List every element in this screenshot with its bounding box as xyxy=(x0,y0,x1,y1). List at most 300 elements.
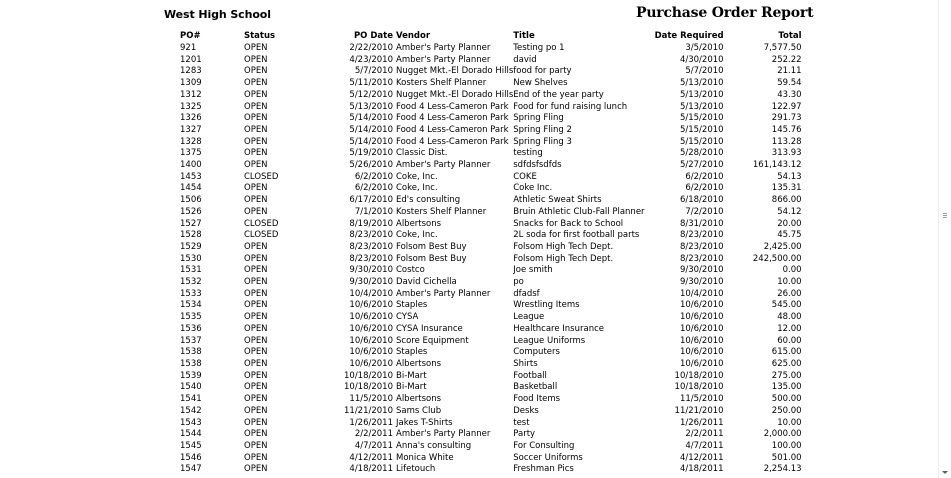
cell-po: 1528 xyxy=(180,230,202,241)
cell-po-date: 8/23/2010 xyxy=(349,253,393,264)
cell-vendor: Amber's Party Planner xyxy=(396,43,491,53)
cell-date-required: 5/13/2010 xyxy=(679,78,724,89)
cell-po: 1535 xyxy=(180,312,202,323)
cell-po: 1544 xyxy=(180,429,202,440)
cell-po: 1547 xyxy=(180,464,202,475)
cell-title: 2L soda for first football parts xyxy=(513,230,640,241)
cell-total: 252.22 xyxy=(771,54,802,65)
cell-po: 1540 xyxy=(180,382,202,393)
cell-date-required: 4/7/2011 xyxy=(685,440,724,451)
cell-vendor: Score Equipment xyxy=(396,335,469,346)
cell-vendor: Kosters Shelf Planner xyxy=(396,206,487,217)
cell-total: 100.00 xyxy=(771,440,802,451)
cell-vendor: Nugget Mkt.-El Dorado Hills xyxy=(396,66,514,77)
cell-date-required: 10/4/2010 xyxy=(679,288,724,299)
table-row xyxy=(180,453,802,465)
cell-status: OPEN xyxy=(244,124,268,135)
cell-vendor: Staples xyxy=(396,347,428,358)
cell-date-required: 11/5/2010 xyxy=(679,394,724,405)
cell-status: OPEN xyxy=(244,54,268,65)
cell-status: OPEN xyxy=(244,265,268,276)
cell-po: 1454 xyxy=(180,183,202,194)
table-header-row xyxy=(180,31,802,43)
cell-status: OPEN xyxy=(244,66,268,77)
cell-title: Party xyxy=(513,429,536,440)
table-row xyxy=(180,324,802,336)
table-row xyxy=(180,394,802,406)
table-row xyxy=(180,183,802,195)
cell-vendor: Jakes T-Shirts xyxy=(396,417,453,428)
table-row xyxy=(180,160,802,172)
cell-date-required: 5/28/2010 xyxy=(679,148,724,159)
cell-total: 275.00 xyxy=(771,370,802,381)
header-po-date: PO Date xyxy=(353,31,393,41)
cell-vendor: Staples xyxy=(396,300,428,311)
cell-po: 1327 xyxy=(180,124,202,135)
cell-total: 161,143.12 xyxy=(752,160,802,171)
table-row xyxy=(180,78,802,90)
cell-date-required: 4/30/2010 xyxy=(679,54,724,65)
cell-status: OPEN xyxy=(244,43,268,53)
table-row xyxy=(180,90,802,102)
table-body xyxy=(180,43,802,476)
cell-vendor: Amber's Party Planner xyxy=(396,54,491,65)
table-row xyxy=(180,137,802,149)
cell-total: 60.00 xyxy=(777,335,802,346)
cell-vendor: David Cichella xyxy=(396,277,457,288)
cell-total: 12.00 xyxy=(777,323,802,334)
cell-title: david xyxy=(513,54,537,65)
cell-title: Spring Fling xyxy=(513,113,564,124)
cell-title: Bruin Athletic Club-Fall Planner xyxy=(513,206,645,217)
cell-po-date: 10/6/2010 xyxy=(349,335,393,346)
cell-date-required: 10/6/2010 xyxy=(679,335,724,346)
scroll-grip-icon[interactable] xyxy=(943,213,947,218)
cell-title: Folsom High Tech Dept. xyxy=(513,253,614,264)
cell-status: OPEN xyxy=(244,253,268,264)
cell-date-required: 1/26/2011 xyxy=(679,417,724,428)
cell-vendor: Folsom Best Buy xyxy=(396,241,467,252)
cell-total: 545.00 xyxy=(771,300,802,311)
cell-title: Spring Fling 2 xyxy=(513,124,572,135)
cell-po-date: 10/6/2010 xyxy=(349,323,393,334)
cell-date-required: 5/27/2010 xyxy=(679,160,724,171)
cell-total: 48.00 xyxy=(777,312,802,323)
cell-po-date: 5/26/2010 xyxy=(349,160,393,171)
report-title: Purchase Order Report xyxy=(636,5,814,21)
cell-po-date: 9/30/2010 xyxy=(349,277,393,288)
cell-status: OPEN xyxy=(244,417,268,428)
cell-po-date: 10/18/2010 xyxy=(344,382,393,393)
table-row xyxy=(180,382,802,394)
cell-po-date: 4/7/2011 xyxy=(354,440,393,451)
cell-status: OPEN xyxy=(244,89,268,100)
cell-po: 1400 xyxy=(180,160,202,171)
cell-vendor: Coke, Inc. xyxy=(396,230,438,241)
cell-status: OPEN xyxy=(244,148,268,159)
cell-po: 1283 xyxy=(180,66,202,77)
cell-total: 113.28 xyxy=(771,136,802,147)
cell-total: 7,577.50 xyxy=(763,43,802,53)
cell-title: po xyxy=(513,277,524,288)
cell-status: OPEN xyxy=(244,405,268,416)
cell-title: Snacks for Back to School xyxy=(513,218,624,229)
table-row xyxy=(180,277,802,289)
cell-date-required: 5/15/2010 xyxy=(679,113,724,124)
cell-status: OPEN xyxy=(244,113,268,124)
table-row xyxy=(180,406,802,418)
cell-vendor: Coke, Inc. xyxy=(396,183,438,194)
cell-po-date: 10/6/2010 xyxy=(349,300,393,311)
cell-title: Shirts xyxy=(513,358,538,369)
cell-title: Football xyxy=(513,370,547,381)
cell-title: End of the year party xyxy=(513,89,604,100)
cell-po-date: 8/19/2010 xyxy=(349,218,393,229)
table-row xyxy=(180,371,802,383)
table-row xyxy=(180,219,802,231)
cell-po-date: 6/2/2010 xyxy=(354,171,393,182)
cell-title: COKE xyxy=(513,171,537,182)
table-row xyxy=(180,195,802,207)
cell-title: Freshman Pics xyxy=(513,464,574,475)
cell-total: 21.11 xyxy=(777,66,802,77)
cell-date-required: 10/6/2010 xyxy=(679,312,724,323)
cell-status: OPEN xyxy=(244,288,268,299)
cell-total: 54.13 xyxy=(777,171,802,182)
cell-po: 1453 xyxy=(180,171,202,182)
header-title: Title xyxy=(513,31,535,41)
cell-date-required: 8/23/2010 xyxy=(679,241,724,252)
cell-date-required: 7/2/2010 xyxy=(685,206,724,217)
cell-date-required: 10/6/2010 xyxy=(679,347,724,358)
cell-po: 1533 xyxy=(180,288,202,299)
cell-po-date: 7/1/2010 xyxy=(354,206,393,217)
table-row xyxy=(180,300,802,312)
scroll-down-arrow-icon[interactable] xyxy=(942,471,948,474)
table-row xyxy=(180,125,802,137)
cell-date-required: 5/7/2010 xyxy=(685,66,724,77)
cell-po: 1546 xyxy=(180,452,202,463)
cell-status: OPEN xyxy=(244,382,268,393)
cell-po: 1328 xyxy=(180,136,202,147)
cell-status: OPEN xyxy=(244,183,268,194)
cell-po-date: 2/2/2011 xyxy=(354,429,393,440)
table-row xyxy=(180,464,802,476)
school-name: West High School xyxy=(164,8,271,21)
cell-vendor: Nugget Mkt.-El Dorado Hills xyxy=(396,89,514,100)
cell-po: 1536 xyxy=(180,323,202,334)
cell-total: 313.93 xyxy=(771,148,802,159)
cell-po-date: 6/17/2010 xyxy=(349,195,393,206)
cell-status: OPEN xyxy=(244,370,268,381)
cell-total: 0.00 xyxy=(782,265,802,276)
cell-total: 122.97 xyxy=(771,101,802,112)
cell-title: Soccer Uniforms xyxy=(513,452,583,463)
table-row xyxy=(180,336,802,348)
cell-vendor: Classic Dist. xyxy=(396,148,448,159)
cell-status: OPEN xyxy=(244,394,268,405)
cell-po: 1325 xyxy=(180,101,202,112)
cell-date-required: 2/2/2011 xyxy=(685,429,724,440)
table-row xyxy=(180,43,802,55)
cell-total: 500.00 xyxy=(771,394,802,405)
cell-po: 1532 xyxy=(180,277,202,288)
cell-po: 1538 xyxy=(180,358,202,369)
cell-status: OPEN xyxy=(244,452,268,463)
cell-date-required: 10/6/2010 xyxy=(679,358,724,369)
cell-po-date: 8/23/2010 xyxy=(349,241,393,252)
cell-status: CLOSED xyxy=(244,171,279,182)
cell-po-date: 4/12/2011 xyxy=(349,452,393,463)
header-status: Status xyxy=(244,31,276,41)
cell-total: 145.76 xyxy=(771,124,802,135)
cell-status: OPEN xyxy=(244,312,268,323)
cell-po: 1326 xyxy=(180,113,202,124)
header-vendor: Vendor xyxy=(396,31,431,41)
cell-date-required: 9/30/2010 xyxy=(679,265,724,276)
table-row xyxy=(180,418,802,430)
cell-total: 2,254.13 xyxy=(763,464,802,475)
cell-po-date: 5/7/2010 xyxy=(354,66,393,77)
cell-date-required: 10/18/2010 xyxy=(674,382,724,393)
cell-po-date: 10/18/2010 xyxy=(344,370,393,381)
cell-vendor: Coke, Inc. xyxy=(396,171,438,182)
cell-vendor: Sams Club xyxy=(396,405,442,416)
cell-title: Testing po 1 xyxy=(513,43,565,53)
cell-date-required: 11/21/2010 xyxy=(674,405,724,416)
cell-title: sdfdsfsdfds xyxy=(513,160,562,171)
cell-po: 1201 xyxy=(180,54,202,65)
cell-total: 625.00 xyxy=(771,358,802,369)
cell-total: 59.54 xyxy=(777,78,802,89)
cell-status: OPEN xyxy=(244,160,268,171)
cell-title: Spring Fling 3 xyxy=(513,136,572,147)
cell-date-required: 5/13/2010 xyxy=(679,101,724,112)
table-row xyxy=(180,242,802,254)
cell-po: 921 xyxy=(180,43,197,53)
table-row xyxy=(180,441,802,453)
cell-status: CLOSED xyxy=(244,230,279,241)
cell-vendor: Bi-Mart xyxy=(396,370,427,381)
cell-total: 291.73 xyxy=(771,113,802,124)
cell-status: OPEN xyxy=(244,277,268,288)
cell-total: 2,000.00 xyxy=(763,429,802,440)
table-row xyxy=(180,265,802,277)
table-row xyxy=(180,254,802,266)
cell-po-date: 5/14/2010 xyxy=(349,124,393,135)
cell-total: 43.30 xyxy=(777,89,802,100)
cell-total: 866.00 xyxy=(771,195,802,206)
cell-vendor: Food 4 Less-Cameron Park xyxy=(396,101,509,112)
cell-title: Desks xyxy=(513,405,539,416)
cell-po: 1534 xyxy=(180,300,202,311)
cell-title: Folsom High Tech Dept. xyxy=(513,241,614,252)
cell-date-required: 9/30/2010 xyxy=(679,277,724,288)
cell-status: OPEN xyxy=(244,300,268,311)
cell-vendor: Costco xyxy=(396,265,425,276)
cell-date-required: 10/6/2010 xyxy=(679,323,724,334)
cell-status: OPEN xyxy=(244,78,268,89)
table-row xyxy=(180,66,802,78)
cell-vendor: Food 4 Less-Cameron Park xyxy=(396,124,509,135)
cell-vendor: Ed's consulting xyxy=(396,195,461,206)
cell-vendor: CYSA Insurance xyxy=(396,323,463,334)
header-po: PO# xyxy=(180,31,201,41)
cell-status: OPEN xyxy=(244,206,268,217)
table-row xyxy=(180,429,802,441)
cell-po: 1538 xyxy=(180,347,202,358)
cell-title: League Uniforms xyxy=(513,335,586,346)
cell-vendor: Amber's Party Planner xyxy=(396,288,491,299)
cell-vendor: Amber's Party Planner xyxy=(396,160,491,171)
cell-status: OPEN xyxy=(244,195,268,206)
cell-vendor: Food 4 Less-Cameron Park xyxy=(396,136,509,147)
cell-date-required: 6/2/2010 xyxy=(685,183,724,194)
cell-total: 250.00 xyxy=(771,405,802,416)
cell-po-date: 10/6/2010 xyxy=(349,312,393,323)
cell-po-date: 11/21/2010 xyxy=(344,405,393,416)
cell-status: OPEN xyxy=(244,335,268,346)
cell-title: Coke Inc. xyxy=(513,183,553,194)
cell-vendor: Monica White xyxy=(396,452,454,463)
cell-total: 20.00 xyxy=(777,218,802,229)
cell-po-date: 10/4/2010 xyxy=(349,288,393,299)
table-row xyxy=(180,148,802,160)
cell-po-date: 5/14/2010 xyxy=(349,113,393,124)
cell-status: OPEN xyxy=(244,347,268,358)
cell-po: 1545 xyxy=(180,440,202,451)
table-row xyxy=(180,359,802,371)
cell-date-required: 5/13/2010 xyxy=(679,89,724,100)
vertical-scrollbar[interactable] xyxy=(938,0,951,478)
cell-vendor: Anna's consulting xyxy=(396,440,472,451)
cell-total: 10.00 xyxy=(777,417,802,428)
cell-po-date: 2/22/2010 xyxy=(349,43,393,53)
cell-title: Wrestling Items xyxy=(513,300,580,311)
cell-status: CLOSED xyxy=(244,218,279,229)
cell-date-required: 4/18/2011 xyxy=(679,464,724,475)
cell-po-date: 6/2/2010 xyxy=(354,183,393,194)
cell-vendor: Albertsons xyxy=(396,358,442,369)
cell-date-required: 8/23/2010 xyxy=(679,253,724,264)
cell-po-date: 9/30/2010 xyxy=(349,265,393,276)
cell-status: OPEN xyxy=(244,464,268,475)
cell-status: OPEN xyxy=(244,358,268,369)
cell-title: New Shelves xyxy=(513,78,568,89)
cell-title: Basketball xyxy=(513,382,558,393)
cell-po-date: 5/13/2010 xyxy=(349,101,393,112)
cell-title: Food Items xyxy=(513,394,561,405)
cell-vendor: Albertsons xyxy=(396,218,442,229)
purchase-order-table xyxy=(180,31,802,476)
cell-status: OPEN xyxy=(244,323,268,334)
table-row xyxy=(180,102,802,114)
table-row xyxy=(180,230,802,242)
cell-vendor: Food 4 Less-Cameron Park xyxy=(396,113,509,124)
cell-po: 1541 xyxy=(180,394,202,405)
cell-title: League xyxy=(513,312,545,323)
table-row xyxy=(180,289,802,301)
cell-total: 135.31 xyxy=(771,183,802,194)
cell-po: 1539 xyxy=(180,370,202,381)
cell-title: test xyxy=(513,417,530,428)
cell-status: OPEN xyxy=(244,136,268,147)
cell-date-required: 6/18/2010 xyxy=(679,195,724,206)
cell-title: Joe smith xyxy=(513,265,553,276)
cell-date-required: 8/23/2010 xyxy=(679,230,724,241)
table-row xyxy=(180,347,802,359)
cell-total: 26.00 xyxy=(777,288,802,299)
cell-date-required: 6/2/2010 xyxy=(685,171,724,182)
cell-po-date: 4/23/2010 xyxy=(349,54,393,65)
table-row xyxy=(180,113,802,125)
cell-po: 1375 xyxy=(180,148,202,159)
cell-po-date: 5/14/2010 xyxy=(349,136,393,147)
cell-vendor: Albertsons xyxy=(396,394,442,405)
cell-total: 135.00 xyxy=(771,382,802,393)
cell-po-date: 4/18/2011 xyxy=(349,464,393,475)
cell-vendor: Folsom Best Buy xyxy=(396,253,467,264)
cell-title: food for party xyxy=(513,66,572,77)
table-row xyxy=(180,55,802,67)
cell-po-date: 10/6/2010 xyxy=(349,347,393,358)
cell-title: Athletic Sweat Shirts xyxy=(513,195,602,206)
cell-title: Computers xyxy=(513,347,560,358)
cell-po: 1506 xyxy=(180,195,202,206)
cell-vendor: Kosters Shelf Planner xyxy=(396,78,487,89)
cell-po-date: 1/26/2011 xyxy=(349,417,393,428)
cell-status: OPEN xyxy=(244,440,268,451)
cell-po-date: 5/12/2010 xyxy=(349,89,393,100)
cell-total: 242,500.00 xyxy=(752,253,802,264)
cell-title: dfadsf xyxy=(513,288,540,299)
cell-po: 1529 xyxy=(180,241,202,252)
cell-po: 1537 xyxy=(180,335,202,346)
cell-date-required: 5/15/2010 xyxy=(679,136,724,147)
cell-po-date: 5/19/2010 xyxy=(349,148,393,159)
table-row xyxy=(180,172,802,184)
cell-status: OPEN xyxy=(244,101,268,112)
cell-po: 1526 xyxy=(180,206,202,217)
cell-vendor: Lifetouch xyxy=(396,464,436,475)
cell-total: 10.00 xyxy=(777,277,802,288)
cell-total: 2,425.00 xyxy=(763,241,802,252)
cell-po-date: 10/6/2010 xyxy=(349,358,393,369)
cell-total: 615.00 xyxy=(771,347,802,358)
cell-date-required: 10/6/2010 xyxy=(679,300,724,311)
cell-po: 1530 xyxy=(180,253,202,264)
cell-total: 45.75 xyxy=(777,230,802,241)
cell-date-required: 10/18/2010 xyxy=(674,370,724,381)
cell-po-date: 11/5/2010 xyxy=(349,394,393,405)
cell-po: 1531 xyxy=(180,265,202,276)
cell-po: 1543 xyxy=(180,417,202,428)
cell-title: Healthcare Insurance xyxy=(513,323,604,334)
cell-title: For Consulting xyxy=(513,440,575,451)
cell-total: 501.00 xyxy=(771,452,802,463)
header-date-required: Date Required xyxy=(654,31,724,41)
table-row xyxy=(180,312,802,324)
cell-po: 1312 xyxy=(180,89,202,100)
cell-status: OPEN xyxy=(244,241,268,252)
cell-title: testing xyxy=(513,148,543,159)
cell-total: 54.12 xyxy=(777,206,802,217)
cell-date-required: 8/31/2010 xyxy=(679,218,724,229)
cell-po-date: 8/23/2010 xyxy=(349,230,393,241)
cell-date-required: 5/15/2010 xyxy=(679,124,724,135)
cell-date-required: 3/5/2010 xyxy=(685,43,724,53)
cell-po-date: 5/11/2010 xyxy=(349,78,393,89)
